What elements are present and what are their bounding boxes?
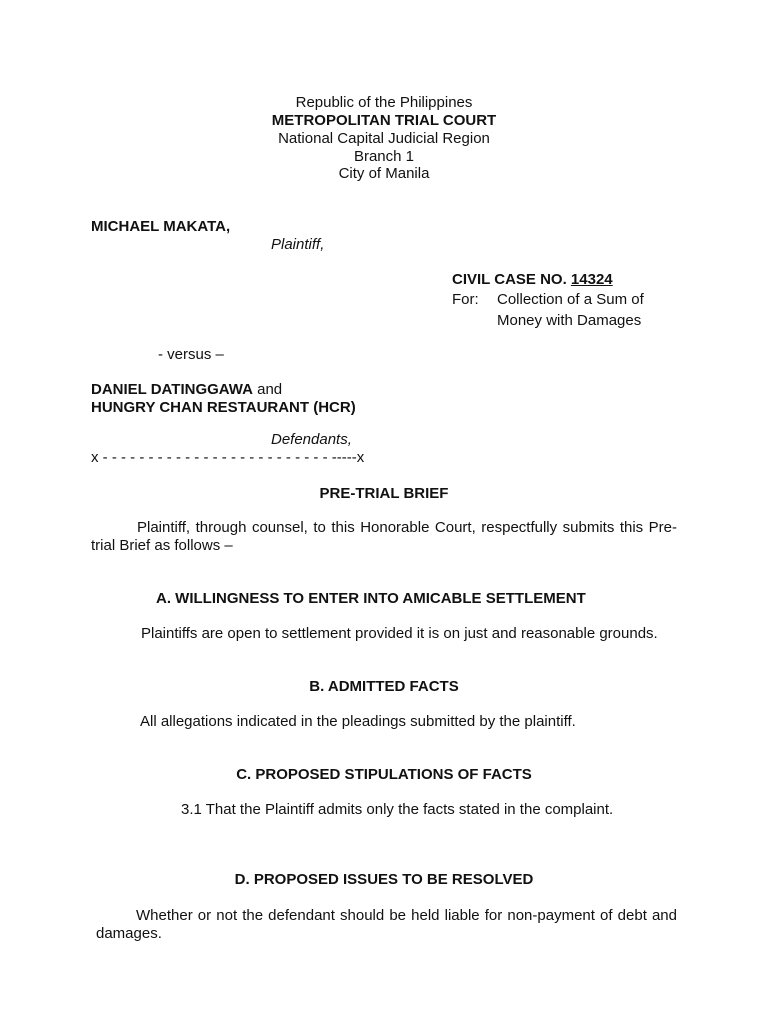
court-header-city: City of Manila bbox=[338, 165, 430, 182]
plaintiff-name: MICHAEL MAKATA, bbox=[91, 218, 231, 235]
defendants-role: Defendants, bbox=[271, 431, 352, 448]
versus-label: - versus – bbox=[158, 346, 224, 363]
case-nature-line1: Collection of a Sum of bbox=[497, 291, 644, 308]
defendant-connector: and bbox=[252, 381, 283, 398]
caption-separator: x - - - - - - - - - - - - - - - - - - - - - - - - - -----x bbox=[91, 449, 365, 466]
intro-paragraph: Plaintiff, through counsel, to this Honorable Court, respectfully submits this Pre-trial Brief as follows – bbox=[91, 519, 677, 554]
civil-case-number bbox=[452, 271, 613, 288]
court-header-republic: Republic of the Philippines bbox=[295, 94, 473, 111]
court-header-court-name: METROPOLITAN TRIAL COURT bbox=[271, 112, 497, 129]
section-a-body: Plaintiffs are open to settlement provided it is on just and reasonable grounds. bbox=[141, 625, 658, 642]
section-c-heading: C. PROPOSED STIPULATIONS OF FACTS bbox=[236, 766, 532, 783]
section-a-heading: A. WILLINGNESS TO ENTER INTO AMICABLE SETTLEMENT bbox=[156, 590, 586, 607]
case-nature-line2: Money with Damages bbox=[497, 312, 642, 329]
defendant-name-1: DANIEL DATINGGAWA bbox=[91, 381, 253, 398]
section-c-body: 3.1 That the Plaintiff admits only the facts stated in the complaint. bbox=[181, 801, 614, 818]
case-for-label: For: bbox=[452, 291, 479, 308]
section-b-body: All allegations indicated in the pleadings submitted by the plaintiff. bbox=[140, 713, 576, 730]
section-d-body: Whether or not the defendant should be held liable for non-payment of debt and damages. bbox=[96, 907, 677, 942]
civil-case-label: CIVIL CASE NO. bbox=[452, 271, 571, 288]
section-b-heading: B. ADMITTED FACTS bbox=[309, 678, 459, 695]
defendant-line1 bbox=[91, 381, 282, 398]
court-header-region: National Capital Judicial Region bbox=[278, 130, 490, 147]
defendant-name-2: HUNGRY CHAN RESTAURANT (HCR) bbox=[91, 399, 356, 416]
civil-case-number-value: 14324 bbox=[570, 271, 613, 288]
document-title: PRE-TRIAL BRIEF bbox=[319, 485, 449, 502]
plaintiff-role: Plaintiff, bbox=[271, 236, 325, 253]
court-header-branch: Branch 1 bbox=[353, 148, 415, 165]
section-d-heading: D. PROPOSED ISSUES TO BE RESOLVED bbox=[234, 871, 534, 888]
